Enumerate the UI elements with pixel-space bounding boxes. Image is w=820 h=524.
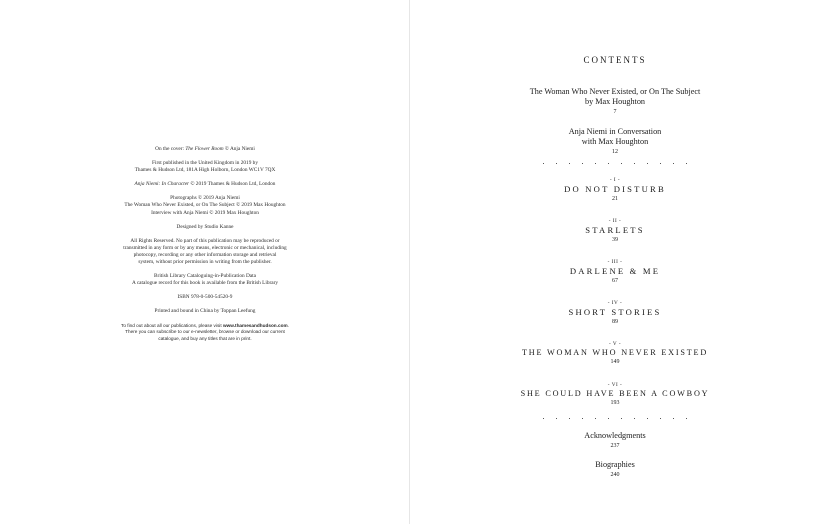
page-number: 21 — [612, 196, 618, 202]
first-published: First published in the United Kingdom in 2019 by Thames & Hudson Ltd, 181A High Holborn, London WC1V 7QX — [134, 160, 276, 174]
page-number: 240 — [610, 472, 620, 479]
toc-entry-interview[interactable]: Anja Niemi in Conversation with Max Houghton 12 — [510, 127, 720, 155]
page-number: 7 — [613, 109, 617, 116]
copyright-line: Anja Niemi: In Character © 2019 Thames & Hudson Ltd, London — [134, 181, 276, 188]
page-number: 149 — [610, 359, 620, 365]
toc-entry-biographies[interactable]: Biographies 240 — [510, 460, 720, 478]
toc-chapter-4[interactable]: - IV - SHORT STORIES 89 — [510, 300, 720, 325]
designer-credit: Designed by Studio Kanne — [176, 223, 234, 230]
dot-separator-bottom: . . . . . . . . . . . . — [542, 412, 688, 421]
cataloguing-data: British Library Cataloguing-in-Publication Data A catalogue record for this book is available from the British Library — [131, 273, 279, 287]
dot-separator-top: . . . . . . . . . . . . — [542, 157, 688, 166]
isbn: ISBN 978-0-500-54520-9 — [177, 294, 233, 301]
photograph-credits: Photographs © 2019 Anja Niemi The Woman Who Never Existed, or On The Subject © 2019 Max Houghton Interview with Anja Niemi © 2019 Max Houghton — [124, 195, 286, 216]
page-number: 12 — [612, 149, 618, 156]
page-number: 89 — [612, 319, 618, 325]
toc-chapter-1[interactable]: - I - DO NOT DISTURB 21 — [510, 177, 720, 202]
toc-chapter-2[interactable]: - II - STARLETS 39 — [510, 218, 720, 243]
printer-credit: Printed and bound in China by Toppan Leefung — [154, 308, 256, 315]
toc-entry-acknowledgments[interactable]: Acknowledgments 237 — [510, 431, 720, 449]
cover-credit: On the cover: The Flower Room © Anja Niemi — [155, 146, 255, 152]
rights-notice: All Rights Reserved. No part of this publication may be reproduced or transmitted in any form or by any means, electronic or mechanical, including photocopy, recording or any other information storage and retrieval system, without prior permission in writing from the publisher. — [123, 237, 287, 266]
toc-chapter-6[interactable]: - VI - SHE COULD HAVE BEEN A COWBOY 193 — [510, 382, 720, 406]
colophon — [100, 146, 310, 349]
page-number: 67 — [612, 278, 618, 284]
contents-page — [410, 0, 820, 524]
page-number: 39 — [612, 237, 618, 243]
page-number: 237 — [610, 443, 620, 450]
publisher-website-link[interactable]: www.thamesandhudson.com — [222, 322, 288, 328]
publications-notice: To find out about all our publications, please visit www.thamesandhudson.com. There you can subscribe to our e-newsletter, browse or download our current catalogue, and buy any titles that are in print. — [121, 322, 289, 341]
page-number: 193 — [610, 400, 620, 406]
contents-title: CONTENTS — [583, 55, 647, 65]
toc-entry-essay[interactable]: The Woman Who Never Existed, or On The Subject by Max Houghton 7 — [510, 87, 720, 115]
toc-chapter-5[interactable]: - V - THE WOMAN WHO NEVER EXISTED 149 — [510, 341, 720, 365]
toc-chapter-3[interactable]: - III - DARLENE & ME 67 — [510, 259, 720, 284]
